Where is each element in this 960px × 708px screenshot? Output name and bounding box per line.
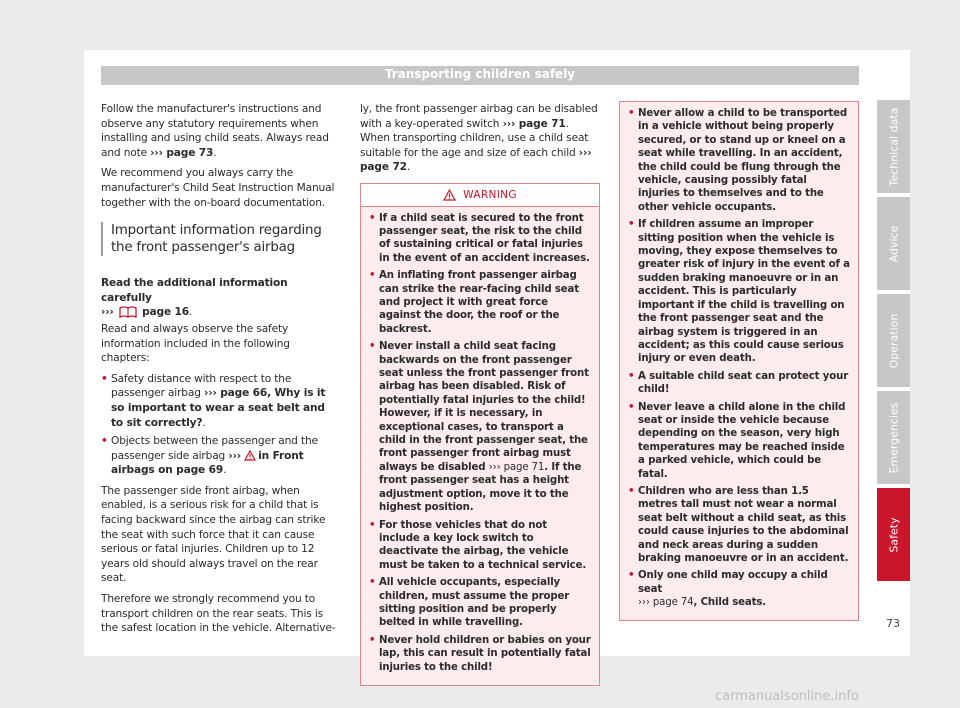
warning-item: • A suitable child seat can protect your child! xyxy=(628,370,850,397)
warning-item: • An inflating front passenger airbag can strike the rear-facing child seat and project it with great force against the door, the roof or the backrest. xyxy=(369,269,591,336)
warning-item: • If children assume an improper sitting position when the vehicle is moving, they expose themselves to greater risk of injury in the event of a sudden braking manoeuvre or in an accident. This is particularly important if the child is travelling on the front passenger seat and the airbag system is triggered in an accident; as this could cause serious injury or even death. xyxy=(628,218,850,365)
rear-seat-paragraph: Therefore we strongly recommend you to transport children on the rear seats. This is the safest location in the vehicle. Alternative- xyxy=(101,593,336,635)
warning-triangle-icon xyxy=(443,189,456,201)
list-item: • Objects between the passenger and the passenger side airbag ››› in Front airbags on page 69. xyxy=(101,434,339,478)
warning-body xyxy=(361,207,599,685)
tab-advice[interactable]: Advice xyxy=(877,197,910,290)
page-number: 73 xyxy=(886,617,900,630)
warning-item: • Children who are less than 1.5 metres tall must not wear a normal seat belt without a child seat, as this could cause injuries to the abdominal and neck areas during a sudden braking manoeuvre or in an accident. xyxy=(628,485,850,565)
chapter-header-bar xyxy=(101,66,859,85)
airbag-risk-paragraph: The passenger side front airbag, when enabled, is a serious risk for a child that is facing backward since the airbag can strike the seat with such force that it can cause serious or fatal injuries. Children up to 12 years old should always travel on the rear seat. xyxy=(101,484,326,585)
page-reference-link[interactable]: ››› page 72 xyxy=(360,146,592,174)
tab-emergencies[interactable]: Emergencies xyxy=(877,391,910,484)
page-reference-link[interactable]: in Front airbags on page 69 xyxy=(111,449,304,477)
warning-item: • Never allow a child to be transported in a vehicle without being properly secured, or to stand up or kneel on a seat while travelling. In an accident, the child could be flung through the vehicle, causing possibly fatal injuries to themselves and to the other vehicle occupants. xyxy=(628,107,850,214)
page-reference-link[interactable]: ››› page 74 xyxy=(638,597,694,609)
continuation-paragraph: ly, the front passenger airbag can be disabled with a key-operated switch ››› page 71. When transporting children, use a child seat suitable for the age and size of each child ››› page 72. xyxy=(360,103,598,174)
book-icon xyxy=(119,305,137,318)
page-reference-link[interactable]: page 16 xyxy=(142,306,189,319)
warning-item: • For those vehicles that do not include a key lock switch to deactivate the airbag, the vehicle must be taken to a technical service. xyxy=(369,519,591,573)
warning-item: • All vehicle occupants, especially children, must assume the proper sitting position and be properly belted in while travelling. xyxy=(369,576,591,630)
text-column-right xyxy=(619,101,859,621)
text-column-left xyxy=(101,102,339,642)
warning-box xyxy=(360,183,600,686)
page-reference-link[interactable]: ››› page 66, Why is it so important to wear a seat belt and to sit correctly? xyxy=(111,387,326,429)
tab-safety[interactable]: Safety xyxy=(877,488,910,581)
additional-info-paragraph: Read the additional information carefully ››› page 16. xyxy=(101,277,288,319)
warning-item: • Never leave a child alone in the child seat or inside the vehicle because depending on the season, very high temperatures may be reached inside a parked vehicle, which could be fatal. xyxy=(628,401,850,481)
page-reference-link[interactable]: ››› page 71 xyxy=(502,117,566,130)
chapter-list xyxy=(101,372,339,478)
intro-paragraph: Follow the manufacturer's instructions and observe any statutory requirements when installing and using child seats. Always read and note ››› page 73. xyxy=(101,103,329,159)
tab-technical-data[interactable]: Technical data xyxy=(877,100,910,193)
tab-operation[interactable]: Operation xyxy=(877,294,910,387)
warning-header xyxy=(361,184,599,207)
warning-item: • Never install a child seat facing backwards on the front passenger seat unless the front passenger front airbag has been disabled. Risk of potentially fatal injuries to the child! However, if it is necessary, in exceptional cases, to transport a child in the front passenger seat, the front passenger front airbag must always be disabled ››› page 71. If the front passenger seat has a height adjustment option, move it to the highest position. xyxy=(369,340,591,514)
section-heading: Important information regarding the front passenger's airbag xyxy=(101,222,339,256)
watermark: carmanualsonline.info xyxy=(715,689,859,704)
list-item: • Safety distance with respect to the passenger airbag ››› page 66, Why is it so important to wear a seat belt and to sit correctly?. xyxy=(101,372,339,430)
chapters-intro-paragraph: Read and always observe the safety information included in the following chapters: xyxy=(101,322,290,365)
manual-recommendation-paragraph: We recommend you always carry the manufacturer's Child Seat Instruction Manual together with the on-board documentation. xyxy=(101,167,335,209)
text-column-middle xyxy=(360,102,600,686)
warning-triangle-icon xyxy=(244,450,256,461)
warning-item: • If a child seat is secured to the front passenger seat, the risk to the child of sustaining critical or fatal injuries in the event of an accident increases. xyxy=(369,212,591,266)
warning-item: • Only one child may occupy a child seat ››› page 74, Child seats. xyxy=(628,569,850,609)
warning-label: WARNING xyxy=(463,188,517,201)
warning-list xyxy=(628,107,850,610)
section-tabs xyxy=(877,100,910,585)
warning-box-continued xyxy=(619,101,859,621)
page-reference-link[interactable]: ››› page 71 xyxy=(488,461,545,473)
page-reference-link[interactable]: ››› page 73 xyxy=(150,146,214,159)
warning-list xyxy=(369,212,591,674)
warning-item: • Never hold children or babies on your lap, this can result in potentially fatal injuries to the child! xyxy=(369,634,591,674)
chapter-title: Transporting children safely xyxy=(384,67,576,81)
